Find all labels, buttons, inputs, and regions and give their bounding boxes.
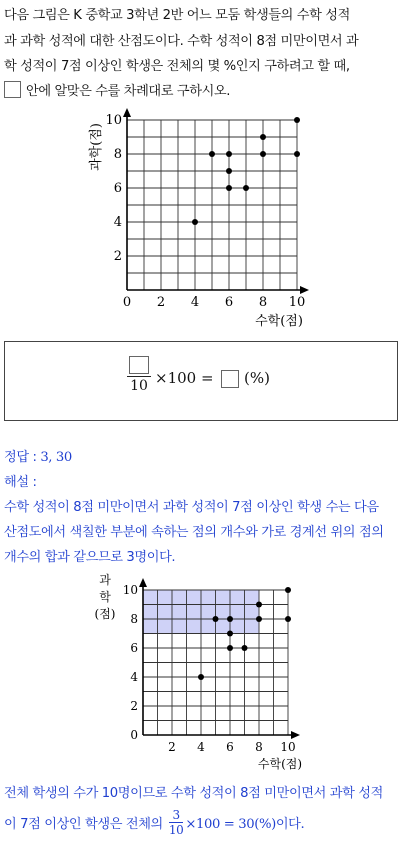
x-tick-label: 10 [280, 740, 296, 754]
explanation-label: 해설 : [4, 475, 37, 490]
data-point [226, 168, 232, 174]
data-point [260, 134, 266, 140]
formula-box [4, 341, 398, 421]
blank-box-numerator [129, 356, 149, 374]
x-axis-arrow [300, 286, 309, 294]
x-axis-label: 수학(점) [257, 757, 303, 771]
data-point [256, 602, 262, 608]
y-axis-label-part: 과 [99, 573, 111, 587]
data-point [294, 151, 300, 157]
data-point [256, 616, 262, 622]
denominator: 10 [130, 378, 148, 394]
data-point [227, 631, 233, 637]
data-point [209, 151, 215, 157]
conclusion-fraction [169, 808, 183, 837]
x-axis-arrow [291, 731, 300, 739]
fraction [127, 356, 151, 394]
y-tick-label: 6 [130, 641, 138, 655]
question-line-3: 학 성적이 7점 이상인 학생은 전체의 몇 %인지 구하려고 할 때, [4, 59, 350, 74]
x-tick-label: 2 [168, 740, 176, 754]
x-tick-label: 2 [156, 295, 166, 310]
x-tick-label: 4 [190, 295, 200, 310]
conclusion-line-1: 전체 학생의 수가 10명이므로 수학 성적이 8점 미만이면서 과학 성적 [4, 786, 383, 801]
question-line-1: 다음 그림은 K 중학교 3학년 2반 어느 모둠 학생들의 수학 성적 [4, 8, 350, 23]
conclusion-denominator: 10 [168, 823, 184, 837]
y-tick-label: 6 [113, 181, 122, 196]
y-tick-label: 4 [130, 670, 138, 684]
x-tick-label: 0 [122, 295, 132, 310]
x-tick-label: 8 [255, 740, 263, 754]
y-tick-label: 4 [113, 215, 122, 230]
x-axis-label: 수학(점) [255, 314, 303, 329]
data-point [226, 185, 232, 191]
question-line-4-text: 안에 알맞은 수를 차례대로 구하시오. [26, 84, 231, 99]
blank-box [4, 81, 21, 98]
explanation-line-2: 산점도에서 색칠한 부분에 속하는 점의 개수와 가로 경계선 위의 점의 [4, 525, 384, 540]
data-point [260, 151, 266, 157]
data-point [227, 616, 233, 622]
data-point [285, 587, 291, 593]
y-tick-label: 8 [113, 147, 122, 162]
y-axis-label-part: 학 [99, 590, 111, 604]
y-tick-label: 0 [130, 728, 138, 742]
x-tick-label: 4 [197, 740, 205, 754]
data-point [198, 674, 204, 680]
y-tick-label: 2 [113, 249, 122, 264]
question-line-2: 과 과학 성적에 대한 산점도이다. 수학 성적이 8점 미만이면서 과 [4, 34, 359, 49]
data-point [294, 117, 300, 123]
question-line-4 [4, 80, 230, 99]
x-tick-label: 10 [288, 295, 306, 310]
scatter-plot-explanation [90, 570, 315, 775]
x-tick-label: 8 [258, 295, 268, 310]
conclusion-post: ×100 = 30(%)이다. [185, 817, 305, 832]
conclusion-line-2 [4, 808, 304, 837]
formula [127, 354, 287, 406]
y-tick-label: 8 [130, 612, 138, 626]
y-axis-arrow [139, 578, 147, 587]
conclusion-pre: 이 7점 이상인 학생은 전체의 [4, 817, 163, 832]
explanation-line-3: 개수의 합과 같으므로 3명이다. [4, 550, 176, 565]
x-tick-label: 6 [226, 740, 234, 754]
y-tick-label: 10 [122, 583, 138, 597]
scatter-plot-question [86, 105, 316, 337]
explanation-line-1: 수학 성적이 8점 미만이면서 과학 성적이 7점 이상인 학생 수는 다음 [4, 500, 379, 515]
x-tick-label: 6 [224, 295, 234, 310]
answer-line [4, 446, 72, 465]
y-tick-label: 2 [130, 699, 138, 713]
answer-label: 정답 : [4, 450, 37, 465]
answer-value: 3, 30 [40, 450, 72, 465]
fraction-bar [127, 376, 151, 377]
percent-unit: (%) [244, 369, 270, 387]
data-point [213, 616, 219, 622]
y-axis-label-part: (점) [94, 607, 116, 621]
times-100: ×100 = [155, 369, 214, 387]
data-point [226, 151, 232, 157]
y-tick-label: 10 [105, 113, 122, 128]
data-point [285, 616, 291, 622]
data-point [192, 219, 198, 225]
blank-box-result [221, 370, 239, 388]
y-axis-label: 과학(점) [89, 123, 104, 171]
data-point [227, 645, 233, 651]
conclusion-numerator: 3 [169, 808, 183, 823]
data-point [243, 185, 249, 191]
data-point [242, 645, 248, 651]
y-axis-arrow [123, 108, 131, 117]
